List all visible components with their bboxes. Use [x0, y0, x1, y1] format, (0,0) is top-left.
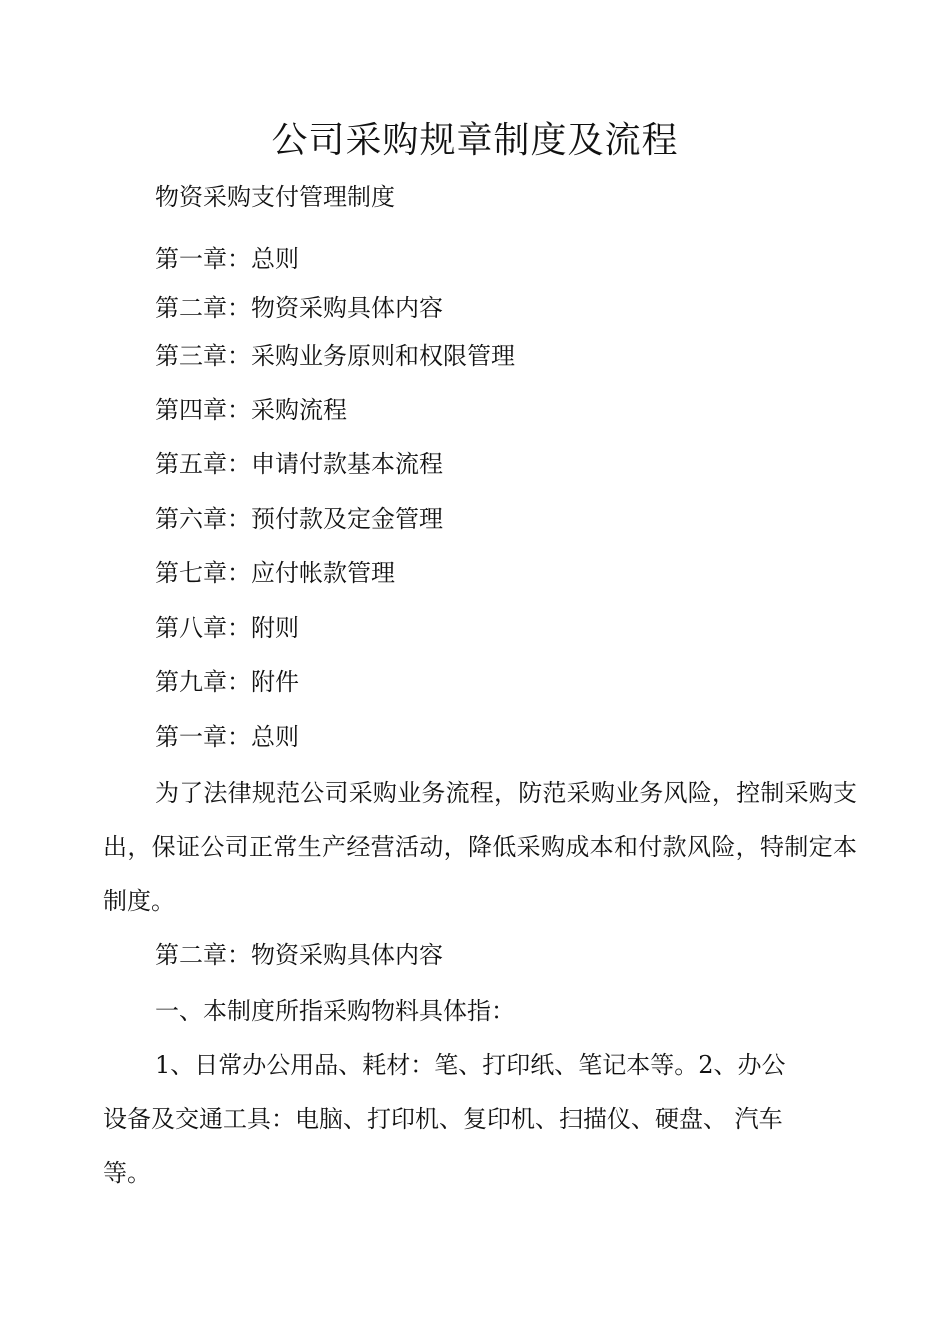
toc-item: 第四章：采购流程	[155, 396, 347, 424]
section1-heading: 一、本制度所指采购物料具体指：	[155, 997, 515, 1025]
toc-item: 第二章：物资采购具体内容	[155, 294, 443, 322]
toc-item: 第五章：申请付款基本流程	[155, 450, 443, 478]
toc-item: 第六章：预付款及定金管理	[155, 505, 443, 533]
toc-item: 第九章：附件	[155, 668, 299, 696]
toc-item: 第三章：采购业务原则和权限管理	[155, 342, 515, 370]
document-title: 公司采购规章制度及流程	[271, 120, 679, 161]
document-subtitle: 物资采购支付管理制度	[155, 183, 395, 211]
toc-item: 第八章：附则	[155, 614, 299, 642]
toc-item: 第七章：应付帐款管理	[155, 559, 395, 587]
chapter1-paragraph: 为了法律规范公司采购业务流程，防范采购业务风险，控制采购支出，保证公司正常生产经营活动，降低采购成本和付款风险，特制定本制度。	[103, 779, 857, 915]
chapter2-heading: 第二章：物资采购具体内容	[155, 941, 443, 969]
chapter1-heading: 第一章：总则	[155, 723, 299, 751]
section1-paragraph: 1、日常办公用品、耗材：笔、打印纸、笔记本等。2、办公设备及交通工具：电脑、打印机、复印机、扫描仪、硬盘、 汽车等。	[103, 1051, 786, 1187]
toc-item: 第一章：总则	[155, 245, 299, 273]
